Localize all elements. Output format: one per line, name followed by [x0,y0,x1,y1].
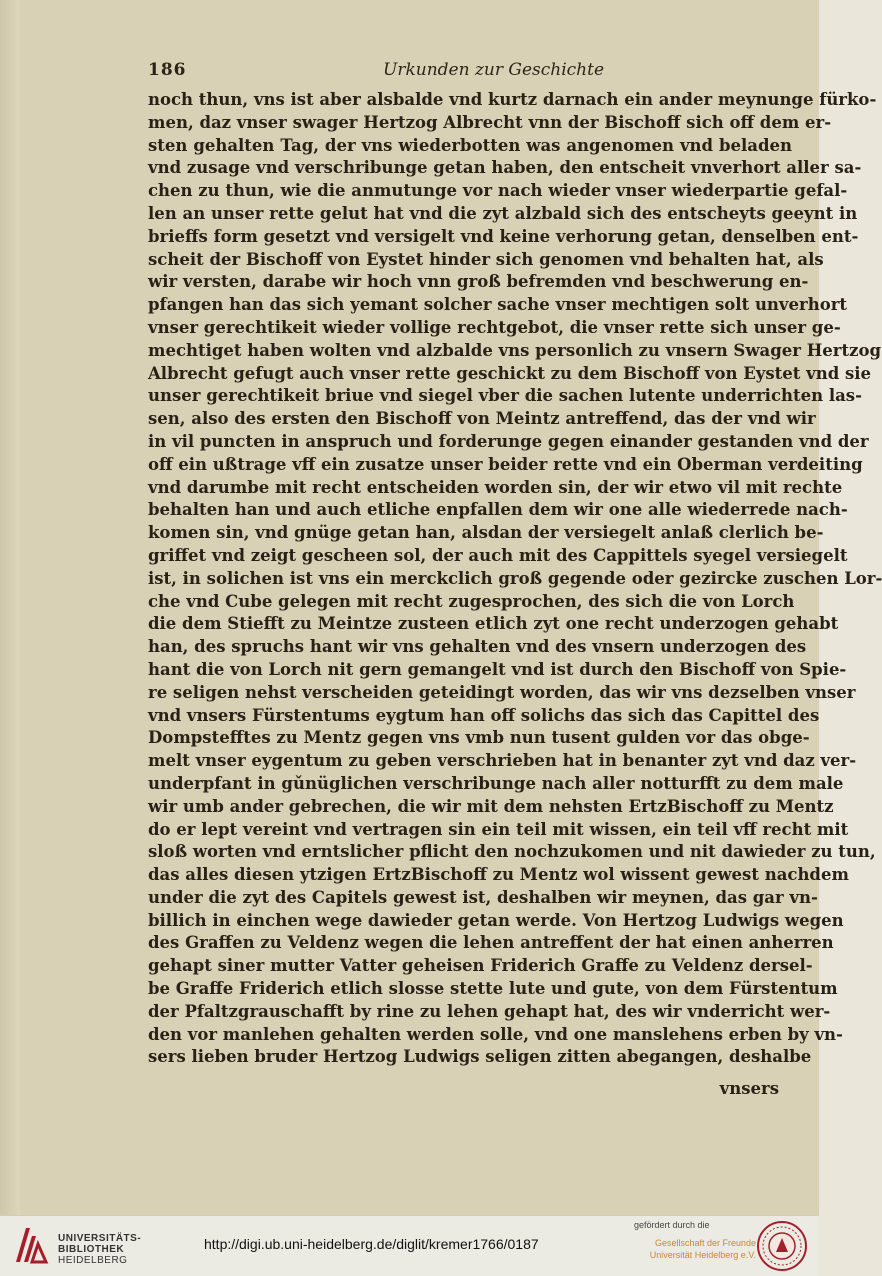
sponsor-label: gefördert durch die [634,1220,710,1230]
text-line: griffet vnd zeigt gescheen sol, der auch mit des Cappittels syegel versiegelt [148,545,848,565]
text-line: des Graffen zu Veldenz wegen die lehen antreffent der hat einen anherren [148,933,834,953]
text-line: sen, also des ersten den Bischoff von Meintz antreffend, das der vnd wir [148,409,816,429]
text-line: in vil puncten in anspruch und forderunge gegen einander gestanden vnd der [148,431,869,451]
text-line: gehapt siner mutter Vatter geheisen Friderich Graffe zu Veldenz dersel- [148,956,813,976]
text-line: ist, in solichen ist vns ein merckclich groß gegende oder gezircke zuschen Lor- [148,568,882,588]
text-line: vnd darumbe mit recht entscheiden worden sin, der wir etwo vil mit rechte [148,477,843,497]
university-seal-icon [756,1220,808,1272]
text-line: underpfant in gǔnüglichen verschribunge nach aller notturfft zu dem male [148,773,844,793]
text-line: Albrecht gefugt auch vnser rette geschickt zu dem Bischoff von Eystet vnd sie [148,363,872,383]
text-line: che vnd Cube gelegen mit recht zugesprochen, des sich die von Lorch [148,591,795,611]
text-line: komen sin, vnd gnüge getan han, alsdan der versiegelt anlaß clerlich be- [148,523,824,543]
text-line: billich in einchen wege dawieder getan werde. Von Hertzog Ludwigs wegen [148,910,844,930]
sponsor-org-line: Gesellschaft der Freunde [654,1238,756,1248]
library-name-line: HEIDELBERG [58,1255,128,1266]
text-line: mechtiget haben wolten vnd alzbalde vns personlich zu vnsern Swager Hertzog [148,340,882,360]
body-text [148,89,882,1069]
text-line: vnd zusage vnd verschribunge getan haben, den entscheit vnverhort aller sa- [148,158,862,178]
text-line: under die zyt des Capitels gewest ist, deshalben wir meynen, das gar vn- [148,887,818,907]
permalink-url[interactable]: http://digi.ub.uni-heidelberg.de/diglit/kremer1766/0187 [204,1236,539,1252]
text-line: den vor manlehen gehalten werden solle, vnd one manslehens erben by vn- [148,1024,843,1044]
text-line: len an unser rette gelut hat vnd die zyt alzbald sich des entscheyts geeynt in [148,203,858,223]
text-line: do er lept vereint vnd vertragen sin ein teil mit wissen, ein teil vff recht mit [148,819,849,839]
text-line: hant die von Lorch nit gern gemangelt vnd ist durch den Bischoff von Spie- [148,659,847,679]
page-number: 186 [148,60,187,80]
text-line: das alles diesen ytzigen ErtzBischoff zu Mentz wol wissent gewest nachdem [148,865,849,885]
text-line: vnd vnsers Fürstentums eygtum han off solichs das sich das Capittel des [148,705,820,725]
text-line: vnser gerechtikeit wieder vollige rechtgebot, die vnser rette sich unser ge- [148,317,841,337]
text-line: sloß worten vnd erntslicher pflicht den nochzukomen und nit dawieder zu tun, [148,842,876,862]
library-name-line: UNIVERSITÄTS- [58,1233,142,1244]
text-line: behalten han und auch etliche enpfallen dem wir one alle wiederrede nach- [148,500,848,520]
university-library-logo-icon [10,1222,52,1268]
catchword: vnsers [719,1079,779,1098]
text-line: pfangen han das sich yemant solcher sache vnser mechtigen solt unverhort [148,295,848,315]
text-line: melt vnser eygentum zu geben verschrieben hat in benanter zyt vnd daz ver- [148,751,857,771]
text-line: men, daz vnser swager Hertzog Albrecht vnn der Bischoff sich off dem er- [148,112,832,132]
text-line: be Graffe Friderich etlich slosse stette lute und gute, von dem Fürstentum [148,979,838,999]
text-line: der Pfaltzgrauschafft by rine zu lehen gehapt hat, des wir vnderricht wer- [148,1001,831,1021]
text-line: Dompstefftes zu Mentz gegen vns vmb nun tusent gulden vor das obge- [148,728,810,748]
sponsor-org-line: Universität Heidelberg e.V. [649,1250,756,1260]
text-line: noch thun, vns ist aber alsbalde vnd kurtz darnach ein ander meynunge fürko- [148,90,877,109]
text-line: han, des spruchs hant wir vns gehalten vnd des vnsern underzogen des [148,637,807,657]
sponsor-organization [636,1237,756,1261]
text-line: wir umb ander gebrechen, die wir mit dem nehsten ErtzBischoff zu Mentz [148,796,834,816]
viewer-footer [0,1215,819,1276]
text-line: unser gerechtikeit briue vnd siegel vber die sachen lutente underrichten las- [148,386,862,406]
page-header [148,60,779,86]
text-line: chen zu thun, wie die anmutunge vor nach wieder vnser wiederpartie gefal- [148,181,848,201]
text-line: sten gehalten Tag, der vns wiederbotten was angenomen vnd beladen [148,135,792,155]
text-line: scheit der Bischoff von Eystet hinder sich genomen vnd behalten hat, als [148,249,824,269]
text-line: sers lieben bruder Hertzog Ludwigs seligen zitten abegangen, deshalbe [148,1047,812,1067]
library-name-line: BIBLIOTHEK [58,1244,125,1255]
running-title: Urkunden zur Geschichte [383,60,605,80]
text-line: re seligen nehst verscheiden geteidingt worden, das wir vns dezselben vnser [148,682,856,702]
text-line: wir versten, darabe wir hoch vnn groß befremden vnd beschwerung en- [148,272,809,292]
text-line: brieffs form gesetzt vnd versigelt vnd keine verhorung getan, denselben ent- [148,226,859,246]
library-name [58,1233,141,1266]
text-line: die dem Stiefft zu Meintze zusteen etlich zyt one recht underzogen gehabt [148,614,839,634]
page-gutter-shadow [0,0,20,1215]
text-line: off ein ußtrage vff ein zusatze unser beider rette vnd ein Oberman verdeiting [148,454,863,474]
